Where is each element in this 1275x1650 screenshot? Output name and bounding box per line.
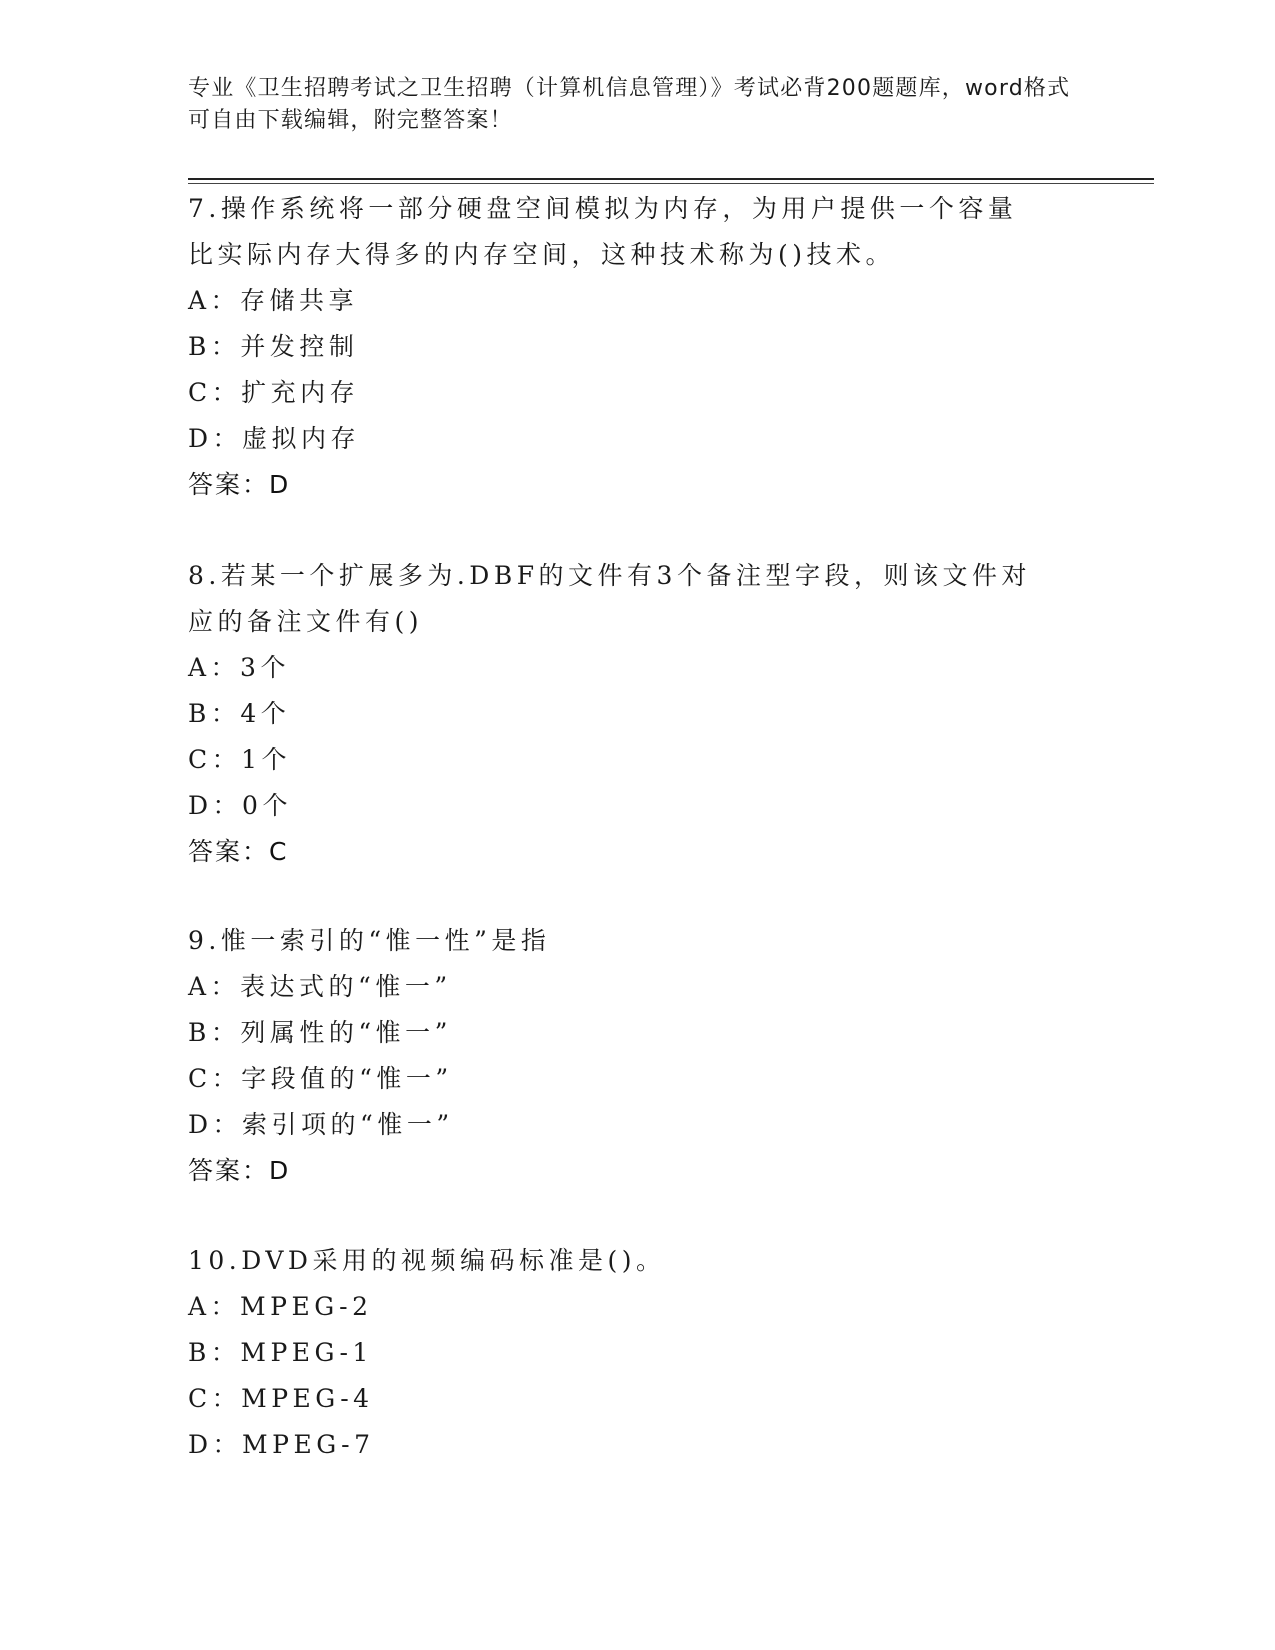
option-b: B：并发控制 [188,332,359,361]
option-c: C：字段值的“惟一” [188,1064,453,1093]
option-d: D：0个 [188,791,292,820]
question-text: 7.操作系统将一部分硬盘空间模拟为内存，为用户提供一个容量比实际内存大得多的内存空间，这种技术称为()技术。 [188,194,1018,269]
question-10 [188,1238,1088,1468]
header-divider-thin [188,183,1154,184]
question-8 [188,553,1088,875]
option-a: A：表达式的“惟一” [188,972,452,1001]
option-d: D：索引项的“惟一” [188,1110,454,1139]
option-a: A：MPEG-2 [188,1292,373,1321]
header-divider [188,178,1154,180]
option-c: C：扩充内存 [188,378,360,407]
answer-label: 答案：D [188,1156,291,1185]
option-d: D：虚拟内存 [188,424,361,453]
question-9 [188,918,1088,1194]
answer-label: 答案：D [188,470,291,499]
option-b: B：MPEG-1 [188,1338,373,1367]
question-text: 8.若某一个扩展多为.DBF的文件有3个备注型字段，则该文件对应的备注文件有() [188,561,1031,636]
option-c: C：1个 [188,745,292,774]
option-b: B：4个 [188,699,291,728]
document-header: 专业《卫生招聘考试之卫生招聘（计算机信息管理）》考试必背200题题库，word格式可自由下载编辑，附完整答案！ [188,76,1071,133]
question-text: 9.惟一索引的“惟一性”是指 [188,926,551,955]
option-a: A：3个 [188,653,290,682]
answer-label: 答案：C [188,837,289,866]
option-a: A：存储共享 [188,286,359,315]
question-text: 10.DVD采用的视频编码标准是()。 [188,1246,666,1275]
option-c: C：MPEG-4 [188,1384,374,1413]
option-d: D：MPEG-7 [188,1430,375,1459]
option-b: B：列属性的“惟一” [188,1018,452,1047]
question-7 [188,186,1088,508]
